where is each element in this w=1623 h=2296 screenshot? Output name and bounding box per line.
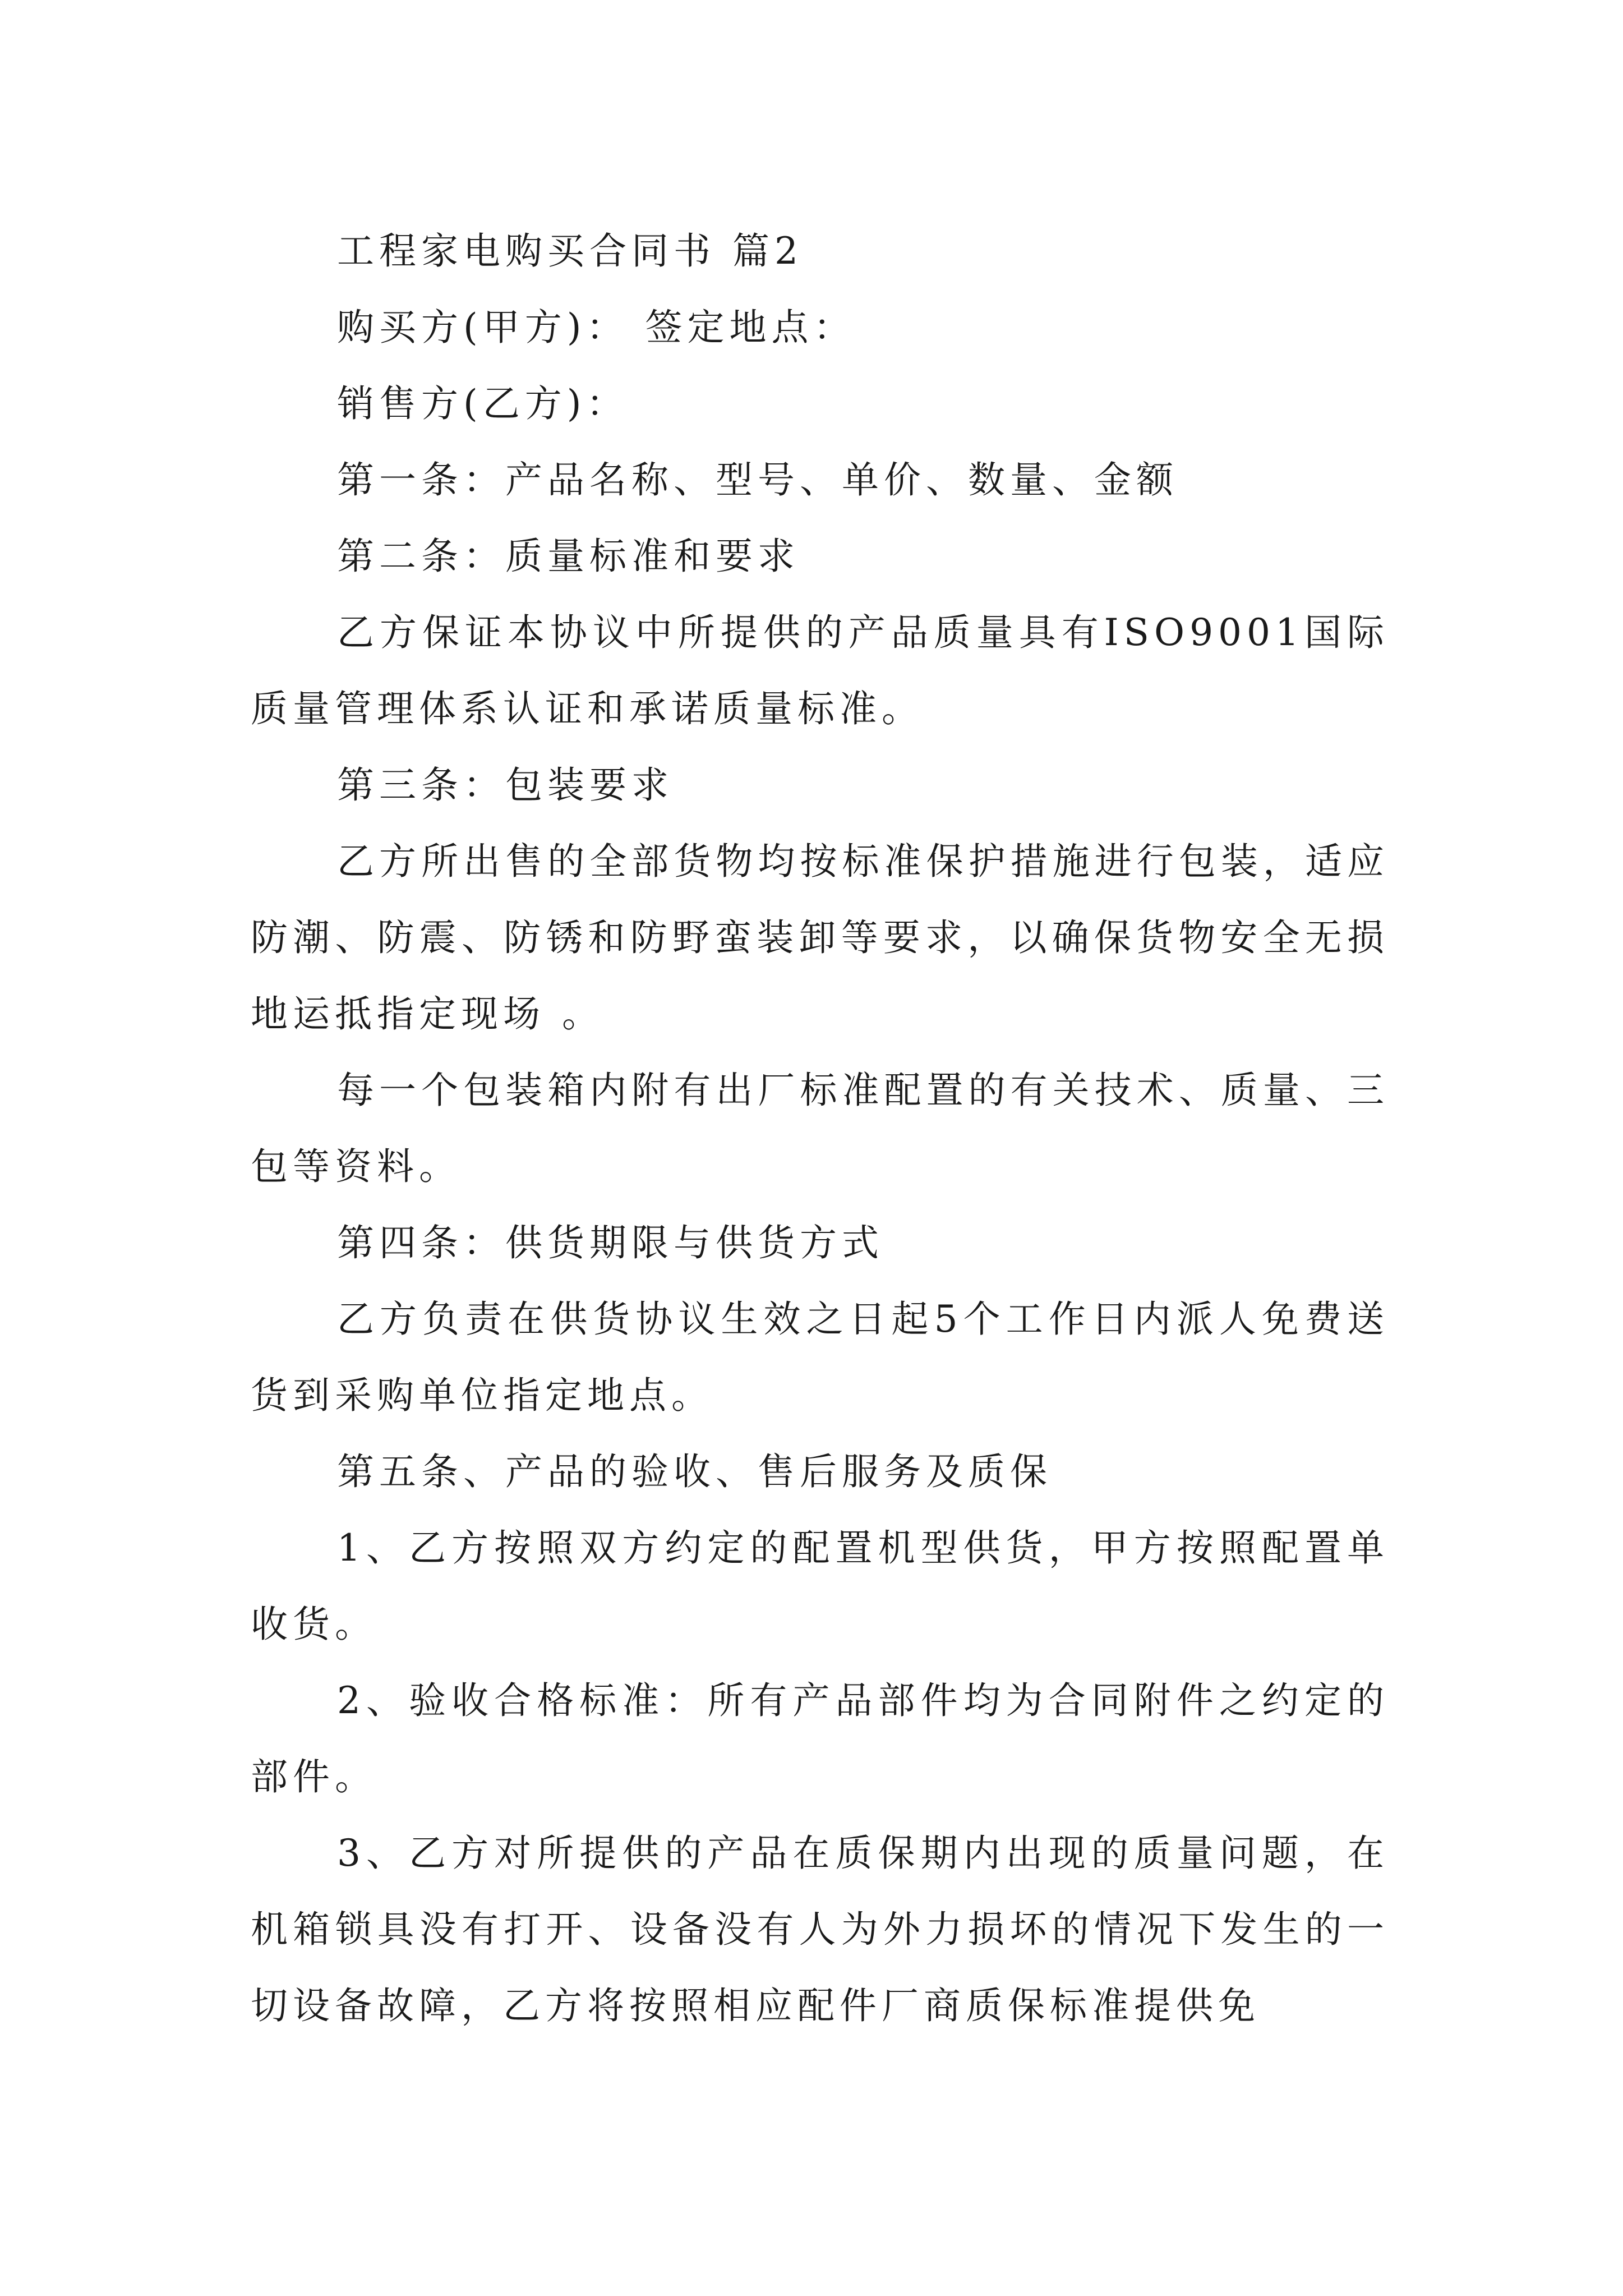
article-5-title: 第五条、产品的验收、售后服务及质保	[337, 1450, 1052, 1493]
article-5-item-3: 3、乙方对所提供的产品在质保期内出现的质量问题，在机箱锁具没有打开、设备没有人为外力损坏的情况下发生的一切设备故障，乙方将按照相应配件厂商质保标准提供免	[251, 1832, 1389, 2027]
document-heading: 工程家电购买合同书 篇2	[337, 229, 803, 273]
article-3-title: 第三条：包装要求	[337, 763, 674, 807]
article-1-title: 第一条：产品名称、型号、单价、数量、金额	[337, 458, 1178, 501]
article-5-item-2: 2、验收合格标准：所有产品部件均为合同附件之约定的部件。	[251, 1679, 1389, 1798]
article-4-body: 乙方负责在供货协议生效之日起5个工作日内派人免费送货到采购单位指定地点。	[251, 1297, 1389, 1417]
article-3-body: 乙方所出售的全部货物均按标准保护措施进行包装，适应防潮、防震、防锈和防野蛮装卸等要求，以确保货物安全无损地运抵指定现场 。	[251, 840, 1389, 1036]
article-4-title: 第四条：供货期限与供货方式	[337, 1221, 884, 1264]
document-body	[251, 213, 1389, 2044]
article-5-item-1: 1、乙方按照双方约定的配置机型供货，甲方按照配置单收货。	[251, 1526, 1389, 1646]
buyer-line: 购买方(甲方)： 签定地点：	[337, 306, 856, 349]
article-3-note: 每一个包装箱内附有出厂标准配置的有关技术、质量、三包等资料。	[251, 1069, 1389, 1188]
article-2-body: 乙方保证本协议中所提供的产品质量具有ISO9001国际质量管理体系认证和承诺质量标准。	[251, 611, 1389, 730]
article-2-title: 第二条：质量标准和要求	[337, 535, 800, 578]
seller-line: 销售方(乙方)：	[337, 382, 629, 425]
